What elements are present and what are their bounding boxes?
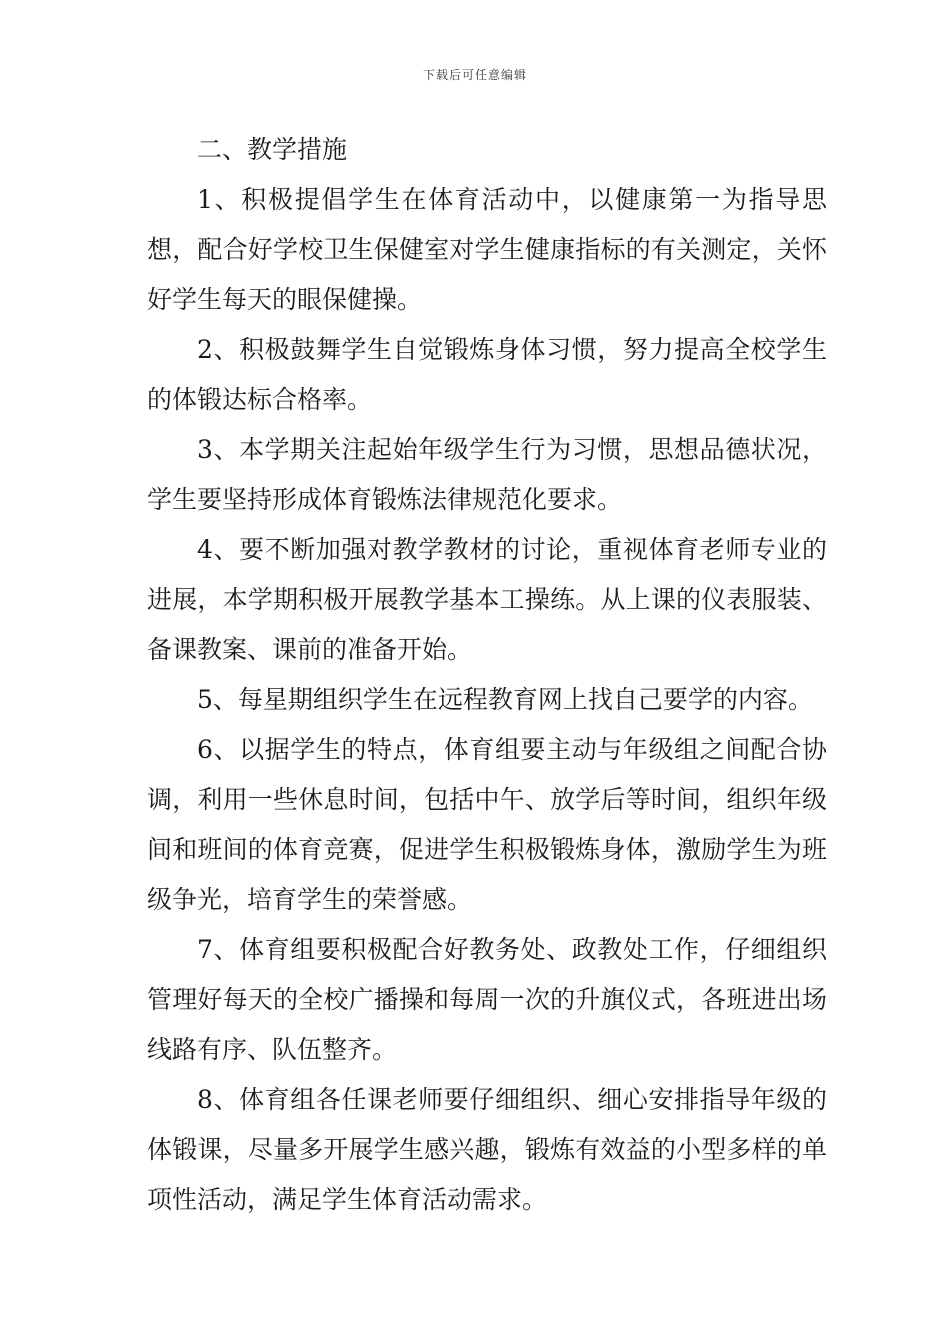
paragraph-5: 5、每星期组织学生在远程教育网上找自己要学的内容。 <box>197 685 813 714</box>
paragraph-7: 7、体育组要积极配合好教务处、政教处工作，仔细组织管理好每天的全校广播操和每周一次的升旗仪式，各班进出场线路有序、队伍整齐。 <box>147 935 827 1064</box>
paragraph-2: 2、积极鼓舞学生自觉锻炼身体习惯，努力提高全校学生的体锻达标合格率。 <box>147 335 827 414</box>
document-body <box>147 125 827 1225</box>
paragraph-4: 4、要不断加强对教学教材的讨论，重视体育老师专业的进展，本学期积极开展教学基本工操练。从上课的仪表服装、备课教案、课前的准备开始。 <box>147 535 827 664</box>
paragraph-8: 8、体育组各任课老师要仔细组织、细心安排指导年级的体锻课，尽量多开展学生感兴趣，锻炼有效益的小型多样的单项性活动，满足学生体育活动需求。 <box>147 1085 827 1214</box>
header-note: 下载后可任意编辑 <box>422 68 527 82</box>
paragraph-1: 1、积极提倡学生在体育活动中，以健康第一为指导思想，配合好学校卫生保健室对学生健康指标的有关测定，关怀好学生每天的眼保健操。 <box>147 185 827 314</box>
paragraph-3: 3、本学期关注起始年级学生行为习惯，思想品德状况，学生要坚持形成体育锻炼法律规范化要求。 <box>147 435 827 514</box>
paragraph-6: 6、以据学生的特点，体育组要主动与年级组之间配合协调，利用一些休息时间，包括中午、放学后等时间，组织年级间和班间的体育竞赛，促进学生积极锻炼身体，激励学生为班级争光，培育学生的荣誉感。 <box>147 735 827 914</box>
section-title: 二、教学措施 <box>197 135 348 164</box>
